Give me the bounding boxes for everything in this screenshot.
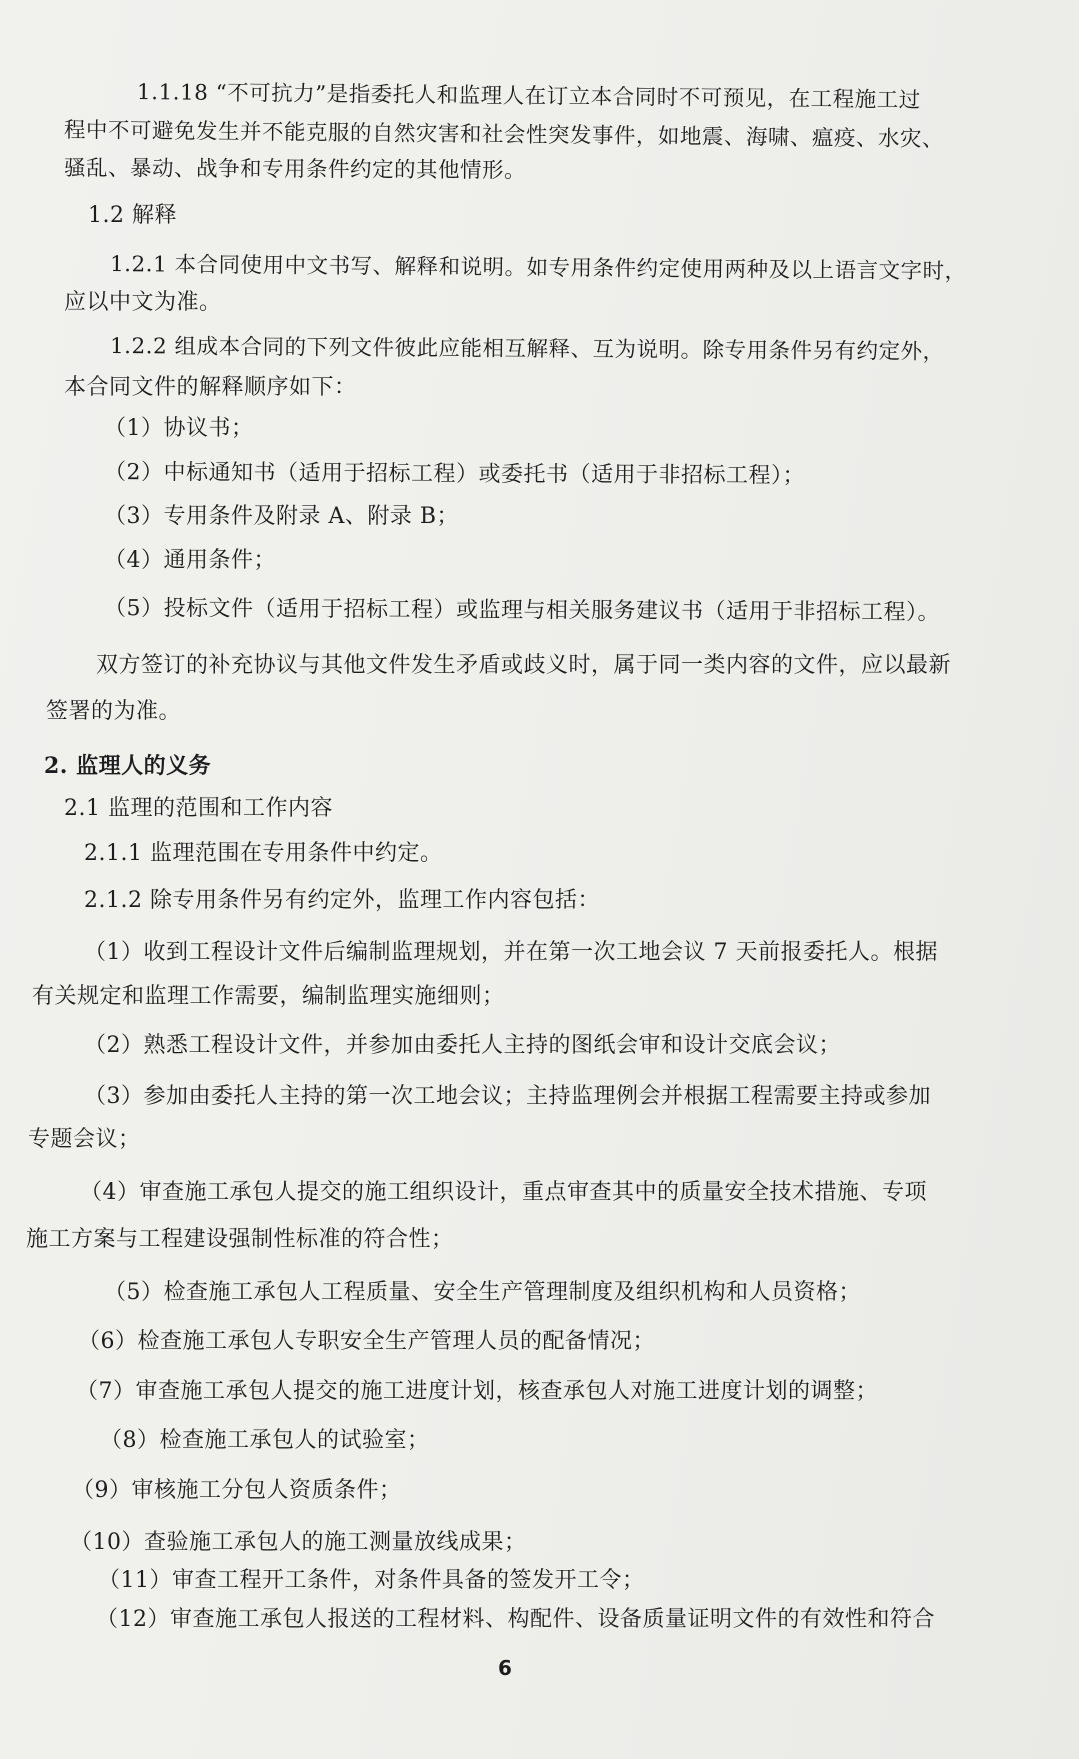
text-line: 2.1.2 除专用条件另有约定外，监理工作内容包括： <box>84 888 600 913</box>
list-item: （5）投标文件（适用于招标工程）或监理与相关服务建议书（适用于非招标工程）。 <box>103 596 941 626</box>
list-item: （3）参加由委托人主持的第一次工地会议；主持监理例会并根据工程需要主持或参加 <box>84 1084 931 1109</box>
text-line: 专题会议； <box>28 1127 141 1152</box>
list-item: （11）审查工程开工条件，对条件具备的签发开工令； <box>98 1568 645 1593</box>
section-heading: 1.2 解释 <box>88 203 177 228</box>
list-item: （1）收到工程设计文件后编制监理规划，并在第一次工地会议 7 天前报委托人。根据 <box>84 940 938 965</box>
text-line: 1.2.2 组成本合同的下列文件彼此应能相互解释、互为说明。除专用条件另有约定外， <box>109 334 945 365</box>
list-item: （10）查验施工承包人的施工测量放线成果； <box>70 1530 527 1555</box>
text-line: 程中不可避免发生并不能克服的自然灾害和社会性突发事件，如地震、海啸、瘟疫、水灾、 <box>63 118 945 153</box>
list-item: （4）通用条件； <box>104 548 276 573</box>
text-line: 签署的为准。 <box>46 699 182 724</box>
list-item: （5）检查施工承包人工程质量、安全生产管理制度及组织机构和人员资格； <box>104 1280 861 1305</box>
text-line: 双方签订的补充协议与其他文件发生矛盾或歧义时，属于同一类内容的文件，应以最新 <box>96 653 952 678</box>
page-number: 6 <box>498 1656 512 1680</box>
text-line: 有关规定和监理工作需要，编制监理实施细则； <box>32 984 505 1009</box>
list-item: （2）中标通知书（适用于招标工程）或委托书（适用于非招标工程）； <box>103 460 806 489</box>
section-heading: 2. 监理人的义务 <box>44 753 212 779</box>
list-item: （12）审查施工承包人报送的工程材料、构配件、设备质量证明文件的有效性和符合 <box>96 1607 935 1632</box>
list-item: （1）协议书； <box>104 416 254 441</box>
text-line: 骚乱、暴动、战争和专用条件约定的其他情形。 <box>63 156 527 184</box>
text-line: 1.2.1 本合同使用中文书写、解释和说明。如专用条件约定使用两种及以上语言文字时， <box>109 252 967 285</box>
list-item: （8）检查施工承包人的试验室； <box>100 1428 430 1453</box>
text-line: 1.1.18 “不可抗力”是指委托人和监理人在订立本合同时不可预见，在工程施工过 <box>136 80 921 114</box>
list-item: （2）熟悉工程设计文件，并参加由委托人主持的图纸会审和设计交底会议； <box>84 1033 841 1058</box>
text-line: 本合同文件的解释顺序如下： <box>64 375 357 400</box>
list-item: （6）检查施工承包人专职安全生产管理人员的配备情况； <box>78 1329 655 1354</box>
list-item: （7）审查施工承包人提交的施工进度计划，核查承包人对施工进度计划的调整； <box>76 1379 878 1404</box>
list-item: （9）审核施工分包人资质条件； <box>72 1478 402 1503</box>
text-line: 应以中文为准。 <box>64 290 222 315</box>
text-line: 施工方案与工程建设强制性标准的符合性； <box>26 1227 454 1252</box>
list-item: （4）审查施工承包人提交的施工组织设计，重点审查其中的质量安全技术措施、专项 <box>80 1180 927 1205</box>
subsection-heading: 2.1 监理的范围和工作内容 <box>64 796 333 821</box>
list-item: （3）专用条件及附录 A、附录 B； <box>104 504 460 529</box>
text-line: 2.1.1 监理范围在专用条件中约定。 <box>84 841 443 866</box>
